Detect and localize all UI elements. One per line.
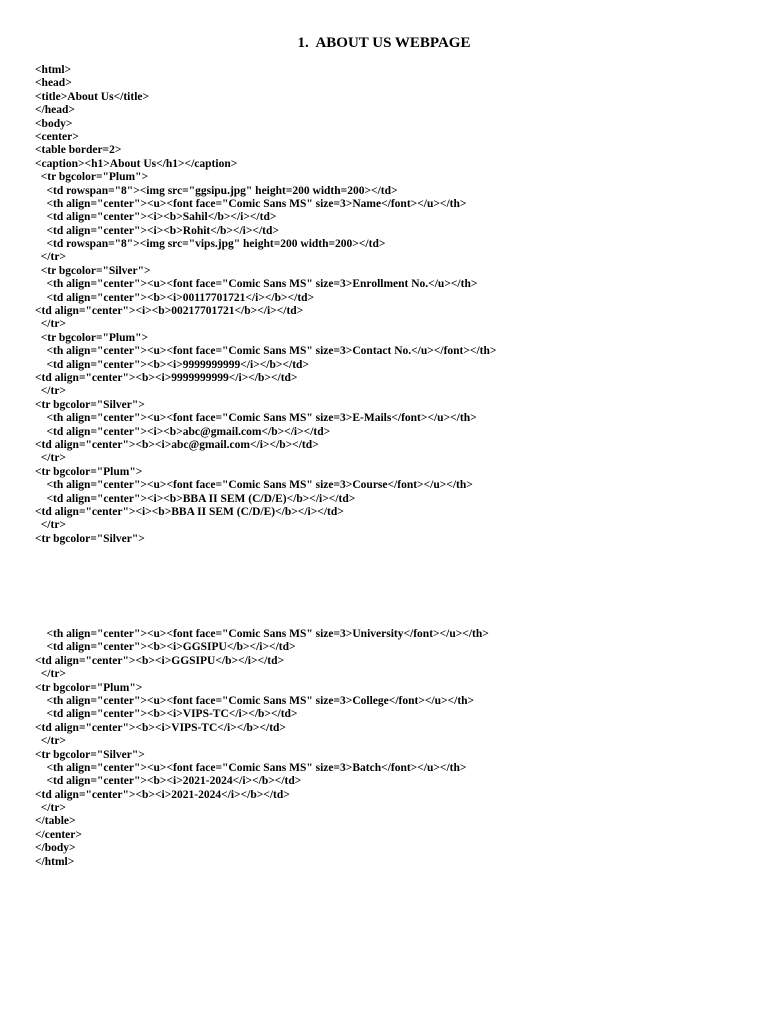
code-line: <tr bgcolor="Silver"> xyxy=(35,748,145,761)
code-line: </tr> xyxy=(35,251,66,264)
code-line: <th align="center"><u><font face="Comic Sans MS" size=3>Name</font></u></th> xyxy=(35,197,467,210)
code-line: <tr bgcolor="Silver"> xyxy=(35,264,151,277)
code-line: <td align="center"><i><b>BBA II SEM (C/D/E)</b></i></td> xyxy=(35,505,344,518)
code-line: <td rowspan="8"><img src="vips.jpg" height=200 width=200></td> xyxy=(35,238,386,251)
code-line: <th align="center"><u><font face="Comic Sans MS" size=3>College</font></u></th> xyxy=(35,694,475,707)
code-line: <td align="center"><i><b>00217701721</b></i></td> xyxy=(35,305,304,318)
code-line: <td align="center"><i><b>BBA II SEM (C/D/E)</b></i></td> xyxy=(35,492,356,505)
code-line: <tr bgcolor="Plum"> xyxy=(35,465,143,478)
code-line: <td align="center"><b><i>VIPS-TC</i></b></td> xyxy=(35,708,298,721)
code-line: </table> xyxy=(35,815,76,828)
code-line: <td align="center"><b><i>9999999999</i></b></td> xyxy=(35,358,309,371)
code-line: </body> xyxy=(35,842,76,855)
code-line: <th align="center"><u><font face="Comic Sans MS" size=3>University</font></u></th> xyxy=(35,628,489,640)
code-line: <head> xyxy=(35,77,72,90)
code-line: <body> xyxy=(35,117,73,130)
code-line: <center> xyxy=(35,130,79,143)
code-line: </html> xyxy=(35,855,75,868)
code-line: <th align="center"><u><font face="Comic Sans MS" size=3>Batch</font></u></th> xyxy=(35,761,467,774)
code-line: </tr> xyxy=(35,519,66,532)
code-line: <html> xyxy=(35,64,72,76)
code-line: <td align="center"><b><i>00117701721</i></b></td> xyxy=(35,291,315,304)
code-line: </head> xyxy=(35,104,75,117)
code-line: <td align="center"><i><b>abc@gmail.com</b></i></td> xyxy=(35,425,331,438)
code-line: <td align="center"><b><i>2021-2024</i></b></td> xyxy=(35,775,302,788)
code-line: </tr> xyxy=(35,318,66,331)
code-line: <td align="center"><b><i>GGSIPU</b></i></td> xyxy=(35,641,296,654)
code-line: </tr> xyxy=(35,385,66,398)
code-line: <tr bgcolor="Silver"> xyxy=(35,532,145,545)
code-line: <th align="center"><u><font face="Comic Sans MS" size=3>Contact No.</u></font></th> xyxy=(35,345,497,358)
code-line: </tr> xyxy=(35,735,66,748)
code-listing-part-1 xyxy=(35,64,755,546)
code-line: </tr> xyxy=(35,452,66,465)
code-line: <caption><h1>About Us</h1></caption> xyxy=(35,157,238,170)
code-line: <td align="center"><i><b>Sahil</b></i></td> xyxy=(35,211,277,224)
code-line: <td align="center"><b><i>9999999999</i></b></td> xyxy=(35,371,298,384)
code-line: </tr> xyxy=(35,668,66,681)
code-listing-part-2 xyxy=(35,628,755,869)
page-title: 1. ABOUT US WEBPAGE xyxy=(297,35,471,51)
code-line: <td align="center"><b><i>VIPS-TC</i></b></td> xyxy=(35,721,286,734)
code-line: <tr bgcolor="Plum"> xyxy=(35,171,149,184)
code-line: <tr bgcolor="Plum"> xyxy=(35,331,149,344)
code-line: <table border=2> xyxy=(35,144,122,157)
code-line: <tr bgcolor="Silver"> xyxy=(35,398,145,411)
code-line: <td align="center"><b><i>GGSIPU</b></i></td> xyxy=(35,654,285,667)
code-line: <td rowspan="8"><img src="ggsipu.jpg" height=200 width=200></td> xyxy=(35,184,398,197)
code-line: </tr> xyxy=(35,802,66,815)
code-line: <tr bgcolor="Plum"> xyxy=(35,681,143,694)
code-line: <th align="center"><u><font face="Comic Sans MS" size=3>Enrollment No.</u></th> xyxy=(35,278,478,291)
code-line: <td align="center"><b><i>abc@gmail.com</i></b></td> xyxy=(35,438,319,451)
code-line: <td align="center"><i><b>Rohit</b></i></td> xyxy=(35,224,279,237)
code-line: <td align="center"><b><i>2021-2024</i></b></td> xyxy=(35,788,290,801)
code-line: <th align="center"><u><font face="Comic Sans MS" size=3>E-Mails</font></u></th> xyxy=(35,412,477,425)
code-line: <th align="center"><u><font face="Comic Sans MS" size=3>Course</font></u></th> xyxy=(35,479,473,492)
code-line: <title>About Us</title> xyxy=(35,90,150,103)
code-line: </center> xyxy=(35,828,82,841)
